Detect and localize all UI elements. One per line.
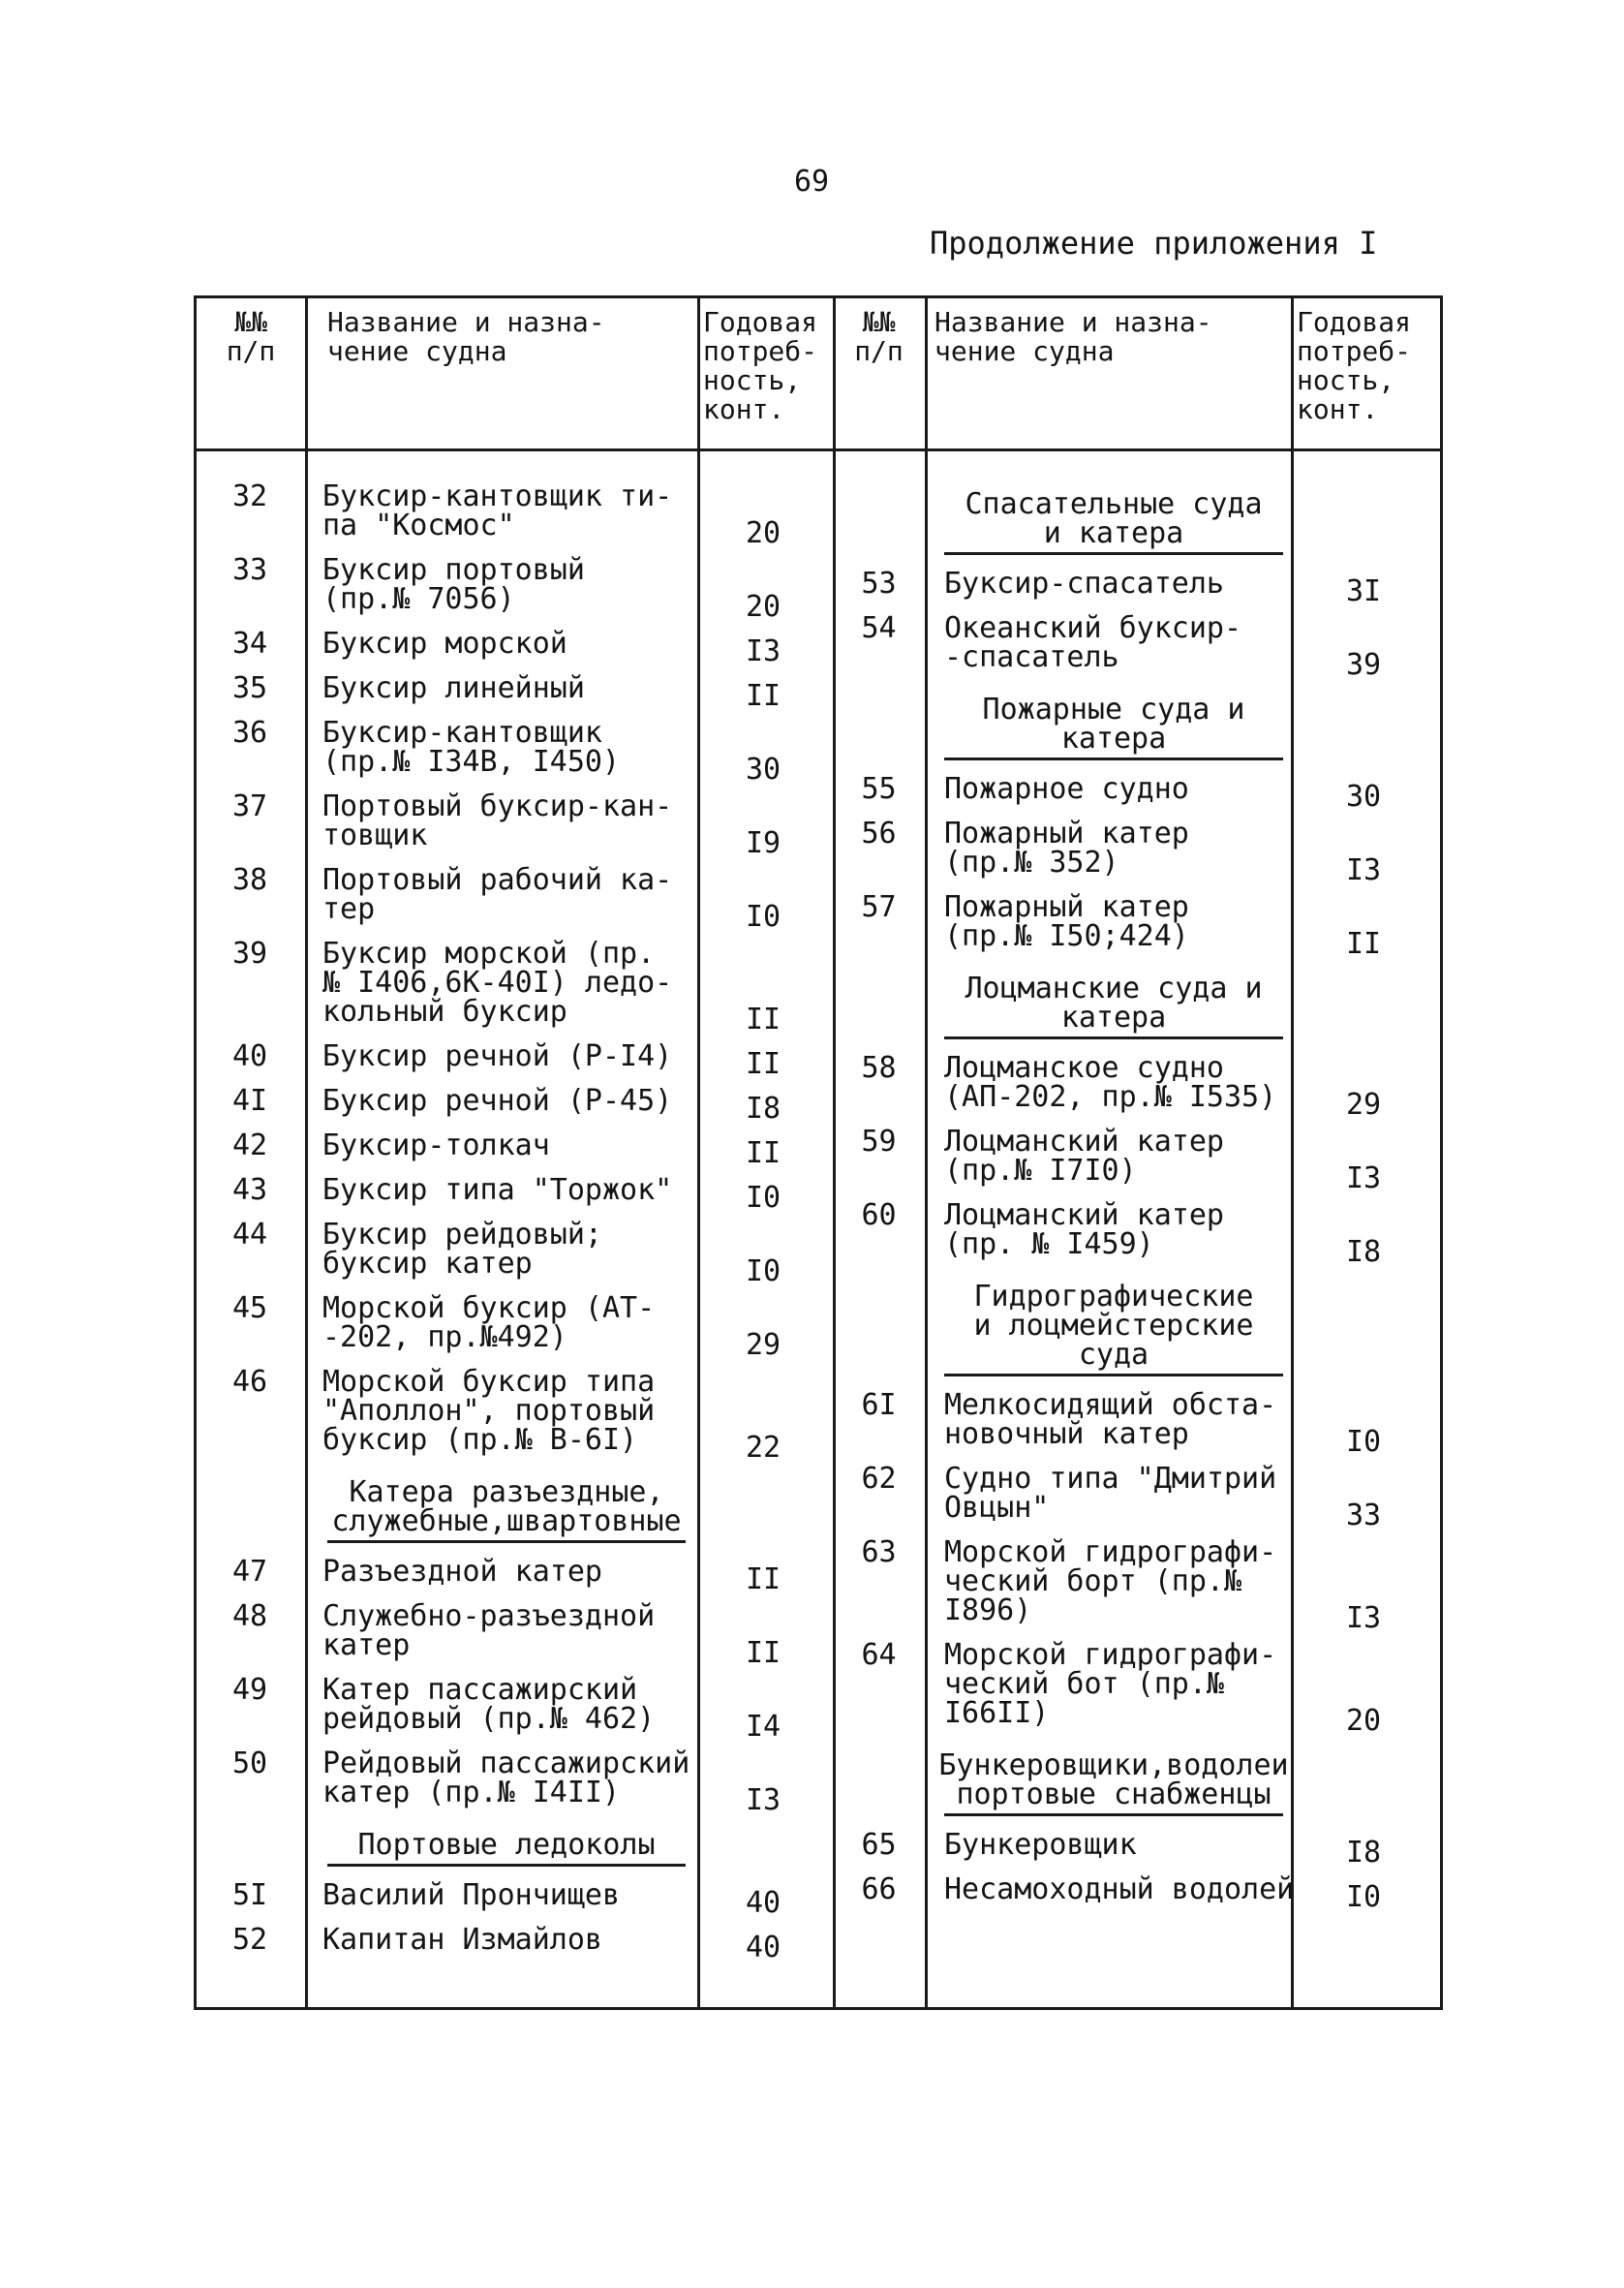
annual-demand: 40 [745,1886,781,1920]
vessel-name: Лоцманский катер (пр.№ I7I0) [944,1125,1224,1188]
page-number: 69 [794,165,830,199]
annual-demand: I8 [1345,1235,1382,1269]
annual-demand: II [745,679,781,713]
row-number: 49 [231,1673,268,1707]
vessel-name: Пожарный катер (пр.№ I50;424) [944,890,1189,953]
vessel-name: Василий Прончищев [322,1878,621,1912]
vessel-name: Морской буксир (АТ- -202, пр.№492) [322,1291,656,1354]
row-number: 58 [861,1051,897,1085]
header-name-right: Название и назна- чение судна [935,306,1212,367]
vessel-name: Буксир портовый (пр.№ 7056) [322,553,585,616]
row-number: 4I [231,1084,268,1118]
header-divider [197,448,1440,451]
vessel-name: Буксир типа "Торжок" [322,1173,673,1207]
annual-demand: I9 [745,826,781,860]
column-divider [925,298,928,2007]
annual-demand: I3 [1345,1601,1382,1635]
page-subtitle: Продолжение приложения I [930,225,1378,262]
row-number: 34 [231,627,268,661]
annual-demand: I3 [745,634,781,668]
annual-demand: I0 [1345,1880,1382,1914]
vessel-name: Буксир морской [322,627,567,661]
annual-demand: I3 [1345,853,1382,887]
row-number: 44 [231,1218,268,1252]
row-number: 57 [861,890,897,924]
annual-demand: II [745,1136,781,1170]
row-number: 45 [231,1291,268,1325]
vessel-name: Лоцманский катер (пр. № I459) [944,1198,1224,1261]
row-number: 46 [231,1365,268,1399]
vessel-name: Буксир речной (Р-45) [322,1084,673,1118]
section-heading: Спасательные суда и катера [965,487,1263,550]
section-heading: Гидрографические и лоцмейстерские суда [973,1280,1254,1372]
section-underline [944,1036,1283,1039]
annual-demand: II [745,1562,781,1596]
vessel-name: Судно типа "Дмитрий Овцын" [944,1462,1277,1525]
vessel-name: Капитан Измайлов [322,1923,602,1957]
annual-demand: 39 [1345,648,1382,682]
annual-demand: 3I [1345,574,1382,608]
vessel-name: Морской буксир типа "Аполлон", портовый буксир (пр.№ В-6I) [322,1365,656,1457]
vessel-name: Морской гидрографи- ческий борт (пр.№ I896) [944,1535,1277,1627]
annual-demand: II [745,1636,781,1670]
row-number: 48 [231,1599,268,1633]
row-number: 5I [231,1878,268,1912]
vessel-name: Портовый буксир-кан- товщик [322,789,673,852]
row-number: 42 [231,1129,268,1162]
vessel-name: Рейдовый пассажирский катер (пр.№ I4II) [322,1747,690,1809]
annual-demand: 20 [1345,1704,1382,1738]
section-heading: Пожарные суда и катера [982,693,1245,756]
annual-demand: I0 [1345,1425,1382,1459]
row-number: 32 [231,479,268,513]
row-number: 36 [231,716,268,750]
section-heading: Лоцманские суда и катера [965,972,1263,1035]
annual-demand: II [1345,927,1382,961]
vessel-name: Буксир-спасатель [944,567,1224,601]
row-number: 53 [861,567,897,601]
annual-demand: I8 [1345,1836,1382,1870]
annual-demand: 40 [745,1931,781,1964]
annual-demand: I8 [745,1092,781,1126]
vessel-name: Буксир-кантовщик ти- па "Космос" [322,479,673,542]
vessel-name: Портовый рабочий ка- тер [322,863,673,926]
row-number: 65 [861,1828,897,1862]
row-number: 43 [231,1173,268,1207]
vessel-name: Буксир-кантовщик (пр.№ I34В, I450) [322,716,621,779]
annual-demand: 30 [745,753,781,787]
row-number: 38 [231,863,268,897]
row-number: 47 [231,1555,268,1589]
row-number: 59 [861,1125,897,1159]
vessel-name: Морской гидрографи- ческий бот (пр.№ I66II) [944,1638,1277,1730]
row-number: 52 [231,1923,268,1957]
row-number: 54 [861,611,897,645]
annual-demand: I0 [745,900,781,934]
row-number: 63 [861,1535,897,1569]
column-divider [305,298,308,2007]
annual-demand: II [745,1003,781,1036]
row-number: 39 [231,937,268,971]
header-qty-left: Годовая потреб- ность, конт. [703,306,818,425]
annual-demand: 22 [745,1431,781,1465]
annual-demand: 33 [1345,1499,1382,1532]
annual-demand: 30 [1345,780,1382,814]
row-number: 33 [231,553,268,587]
row-number: 62 [861,1462,897,1496]
header-name-left: Название и назна- чение судна [327,306,605,367]
vessel-name: Пожарный катер (пр.№ 352) [944,817,1189,880]
section-underline [944,1374,1283,1376]
vessel-name: Пожарное судно [944,772,1189,806]
row-number: 56 [861,817,897,850]
vessel-name: Служебно-разъездной катер [322,1599,656,1662]
section-underline [327,1540,686,1543]
vessel-name: Буксир-толкач [322,1129,550,1162]
row-number: 37 [231,789,268,823]
vessel-name: Буксир линейный [322,671,585,705]
annual-demand: 29 [1345,1088,1382,1122]
annual-demand: I0 [745,1254,781,1288]
vessel-name: Разъездной катер [322,1555,602,1589]
annual-demand: 20 [745,590,781,624]
vessel-name: Несамоходный водолей [944,1872,1295,1906]
vessel-name: Катер пассажирский рейдовый (пр.№ 462) [322,1673,656,1736]
vessel-name: Лоцманское судно (АП-202, пр.№ I535) [944,1051,1277,1114]
header-num-right: №№ п/п [854,306,904,367]
annual-demand: I3 [745,1783,781,1817]
vessel-name: Бункеровщик [944,1828,1137,1862]
annual-demand: 29 [745,1328,781,1362]
row-number: 64 [861,1638,897,1672]
header-qty-right: Годовая потреб- ность, конт. [1297,306,1412,425]
annual-demand: I0 [745,1181,781,1215]
section-heading: Портовые ледоколы [357,1828,656,1862]
section-underline [944,552,1283,555]
ships-table [194,295,1443,2010]
row-number: 6I [861,1388,897,1422]
section-underline [944,1813,1283,1816]
row-number: 55 [861,772,897,806]
column-divider [697,298,700,2007]
vessel-name: Океанский буксир- -спасатель [944,611,1242,674]
vessel-name: Буксир морской (пр. № I406,6К-40I) ледо- кольный буксир [322,937,673,1029]
row-number: 60 [861,1198,897,1232]
row-number: 50 [231,1747,268,1780]
header-num-left: №№ п/п [226,306,276,367]
row-number: 40 [231,1039,268,1073]
annual-demand: II [745,1047,781,1081]
annual-demand: I3 [1345,1161,1382,1195]
vessel-name: Буксир речной (Р-I4) [322,1039,673,1073]
vessel-name: Буксир рейдовый; буксир катер [322,1218,602,1281]
row-number: 35 [231,671,268,705]
section-heading: Бункеровщики,водолеи портовые снабженцы [938,1748,1289,1811]
section-underline [944,758,1283,760]
section-underline [327,1864,686,1867]
annual-demand: 20 [745,516,781,550]
section-heading: Катера разъездные, служебные,швартовные [331,1475,682,1538]
column-divider [833,298,836,2007]
annual-demand: I4 [745,1710,781,1744]
row-number: 66 [861,1872,897,1906]
vessel-name: Мелкосидящий обста- новочный катер [944,1388,1277,1451]
